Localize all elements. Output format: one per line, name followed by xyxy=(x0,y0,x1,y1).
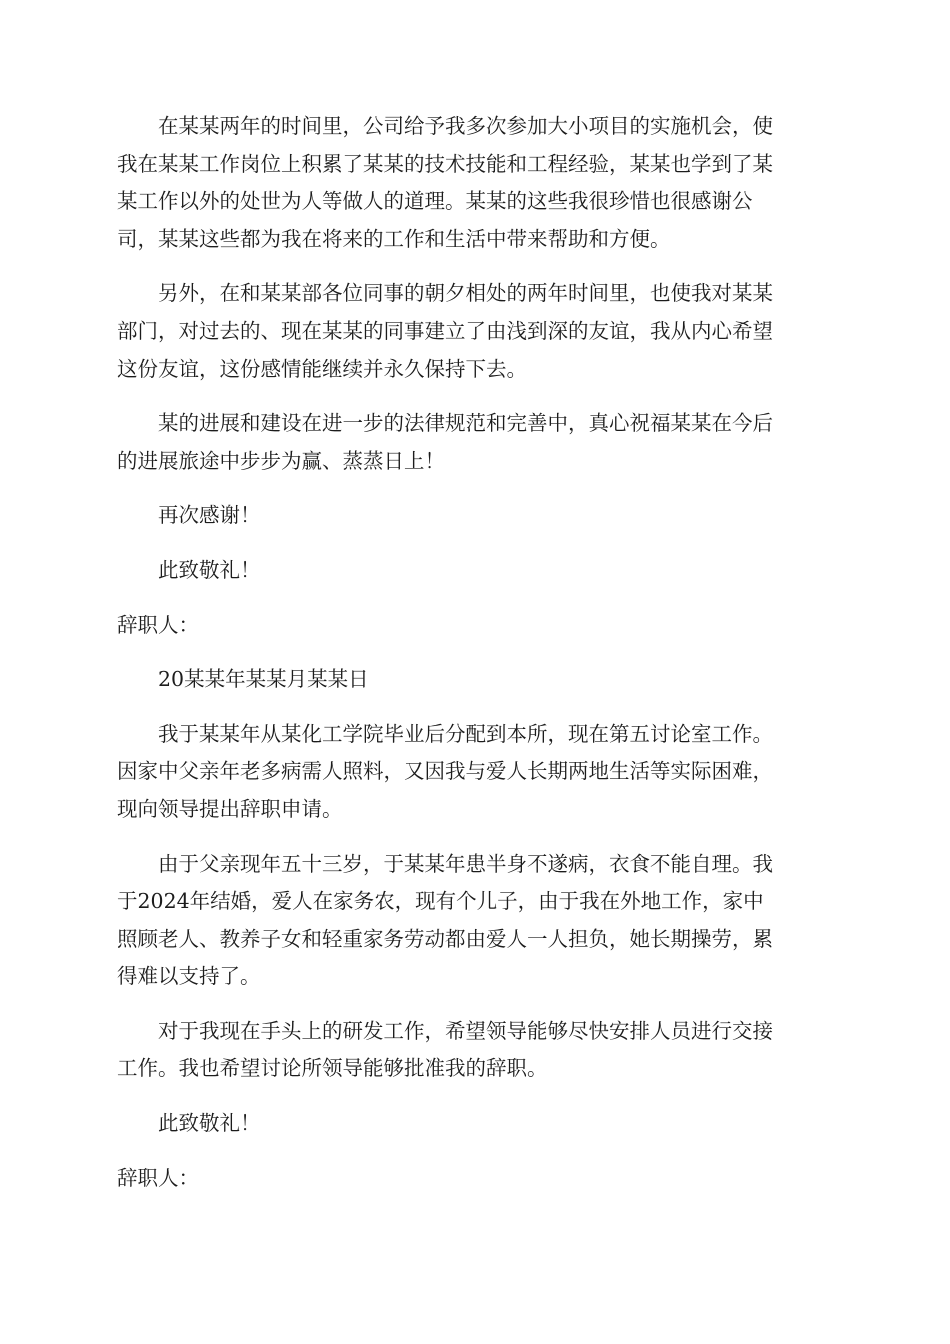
closing-salutation xyxy=(117,552,833,590)
text-line: 的进展旅途中步步为赢、蒸蒸日上！ xyxy=(117,448,445,473)
paragraph-wishes xyxy=(117,405,833,480)
text-line: 于2024年结婚，爱人在家务农，现有个儿子，由于我在外地工作，家中 xyxy=(117,889,764,914)
closing-salutation-2 xyxy=(117,1105,833,1143)
text-line: 因家中父亲年老多病需人照料，又因我与爱人长期两地生活等实际困难， xyxy=(117,759,773,784)
text-line: 某的进展和建设在进一步的法律规范和完善中，真心祝福某某在今后 xyxy=(158,411,773,436)
text-line: 辞职人： xyxy=(117,612,199,637)
text-line: 20某某年某某月某某日 xyxy=(158,667,369,692)
text-line: 工作。我也希望讨论所领导能够批准我的辞职。 xyxy=(117,1056,548,1081)
text-line: 这份友谊，这份感情能继续并永久保持下去。 xyxy=(117,356,527,381)
date-line xyxy=(117,661,833,699)
signature-label-2 xyxy=(117,1160,833,1198)
paragraph-colleagues xyxy=(117,275,833,388)
text-line: 现向领导提出辞职申请。 xyxy=(117,796,343,821)
paragraph-handover xyxy=(117,1013,833,1088)
signature-label xyxy=(117,607,833,645)
text-line: 部门，对过去的、现在某某的同事建立了由浅到深的友谊，我从内心希望 xyxy=(117,318,773,343)
paragraph-family xyxy=(117,846,833,996)
text-line: 得难以支持了。 xyxy=(117,964,261,989)
text-line: 在某某两年的时间里，公司给予我多次参加大小项目的实施机会，使 xyxy=(158,114,773,138)
text-line: 司，某某这些都为我在将来的工作和生活中带来帮助和方便。 xyxy=(117,226,671,251)
text-line: 此致敬礼！ xyxy=(158,557,261,582)
text-line: 另外，在和某某部各位同事的朝夕相处的两年时间里，也使我对某某 xyxy=(158,281,773,306)
paragraph-reason xyxy=(117,716,833,829)
text-line: 照顾老人、教养子女和轻重家务劳动都由爱人一人担负，她长期操劳，累 xyxy=(117,926,773,951)
text-line: 由于父亲现年五十三岁，于某某年患半身不遂病，衣食不能自理。我 xyxy=(158,851,773,876)
text-line: 我于某某年从某化工学院毕业后分配到本所，现在第五讨论室工作。 xyxy=(158,721,773,746)
text-line: 对于我现在手头上的研发工作，希望领导能够尽快安排人员进行交接 xyxy=(158,1018,773,1043)
text-line: 我在某某工作岗位上积累了某某的技术技能和工程经验，某某也学到了某 xyxy=(117,151,773,176)
text-line: 某工作以外的处世为人等做人的道理。某某的这些我很珍惜也很感谢公 xyxy=(117,189,753,214)
paragraph-thanks-again xyxy=(117,497,833,535)
text-line: 再次感谢！ xyxy=(158,503,261,528)
text-line: 此致敬礼！ xyxy=(158,1111,261,1136)
text-line: 辞职人： xyxy=(117,1165,199,1190)
document-body xyxy=(117,108,833,1197)
paragraph-gratitude xyxy=(117,108,833,258)
